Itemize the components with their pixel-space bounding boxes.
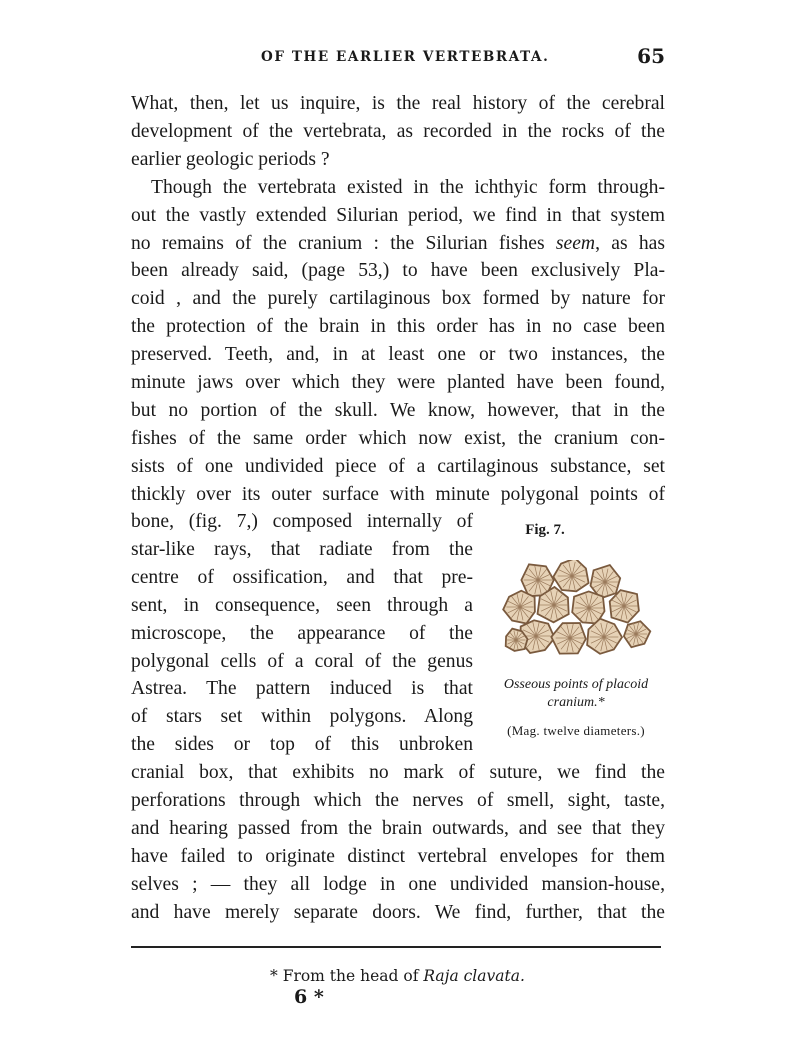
text-line: and have merely separate doors. We find, further, that the bbox=[131, 901, 665, 923]
figure-caption-line-1: Osseous points of placoid bbox=[503, 677, 649, 692]
text-line: bone, (fig. 7,) composed internally of bbox=[131, 511, 473, 532]
text-line: centre of ossification, and that pre- bbox=[131, 566, 473, 588]
text-line: cranial box, that exhibits no mark of suture, we find the bbox=[131, 762, 665, 783]
text-line: sent, in consequence, seen through a bbox=[131, 594, 473, 616]
figure-label: Fig. 7. bbox=[525, 522, 565, 538]
text-line: selves ; — they all lodge in one undivided mansion-house, bbox=[131, 873, 665, 895]
text-line: no remains of the cranium : the Silurian fishes seem, as has bbox=[131, 232, 665, 254]
text-line: polygonal cells of a coral of the genus bbox=[131, 650, 473, 672]
text-line: have failed to originate distinct vertebral envelopes for them bbox=[131, 845, 665, 867]
footnote-marker: * bbox=[270, 967, 278, 985]
text-line: coid , and the purely cartilaginous box formed by nature for bbox=[131, 288, 665, 310]
text-line: out the vastly extended Silurian period, we find in that system bbox=[131, 204, 665, 226]
text-line: earlier geologic periods ? bbox=[131, 148, 330, 170]
text-line: development of the vertebrata, as recorded in the rocks of the bbox=[131, 120, 665, 142]
text-line: thickly over its outer surface with minute polygonal points of bbox=[131, 483, 665, 505]
text-line: fishes of the same order which now exist, the cranium con- bbox=[131, 427, 665, 449]
text-line: of stars set within polygons. Along bbox=[131, 706, 473, 728]
figure-magnification: (Mag. twelve diameters.) bbox=[507, 723, 645, 738]
text-line: been already said, (page 53,) to have been exclusively Pla- bbox=[131, 260, 665, 282]
text-line: Though the vertebrata existed in the ichthyic form through- bbox=[151, 176, 665, 198]
footnote-rule bbox=[131, 946, 661, 948]
text-line: star-like rays, that radiate from the bbox=[131, 538, 473, 560]
text-line: sists of one undivided piece of a cartilaginous substance, set bbox=[131, 455, 665, 477]
running-title: OF THE EARLIER VERTEBRATA. bbox=[261, 49, 550, 65]
footnote-species: Raja clavata. bbox=[423, 967, 525, 985]
text-line: and hearing passed from the brain outwards, and see that they bbox=[131, 817, 665, 839]
signature-mark: 6 * bbox=[294, 986, 324, 1008]
figure-7 bbox=[484, 520, 668, 750]
text-line: the sides or top of this unbroken bbox=[131, 734, 473, 756]
page-number: 65 bbox=[637, 44, 665, 68]
text-line: but no portion of the skull. We know, however, that in the bbox=[131, 399, 665, 421]
figure-caption-line-2: cranium.* bbox=[547, 695, 605, 710]
figure-caption bbox=[484, 676, 668, 712]
text-line: microscope, the appearance of the bbox=[131, 622, 473, 644]
footnote-text: From the head of bbox=[282, 967, 419, 985]
text-line: minute jaws over which they were planted have been found, bbox=[131, 372, 665, 393]
text-line: preserved. Teeth, and, in at least one or two instances, the bbox=[131, 344, 665, 366]
text-line: What, then, let us inquire, is the real history of the cerebral bbox=[131, 93, 665, 114]
text-line: perforations through which the nerves of smell, sight, taste, bbox=[131, 789, 665, 811]
text-line: the protection of the brain in this order has in no case been bbox=[131, 316, 665, 338]
footnote bbox=[270, 967, 525, 985]
running-head bbox=[130, 46, 665, 70]
text-line: Astrea. The pattern induced is that bbox=[131, 678, 473, 700]
osseous-points-illustration bbox=[494, 560, 658, 670]
